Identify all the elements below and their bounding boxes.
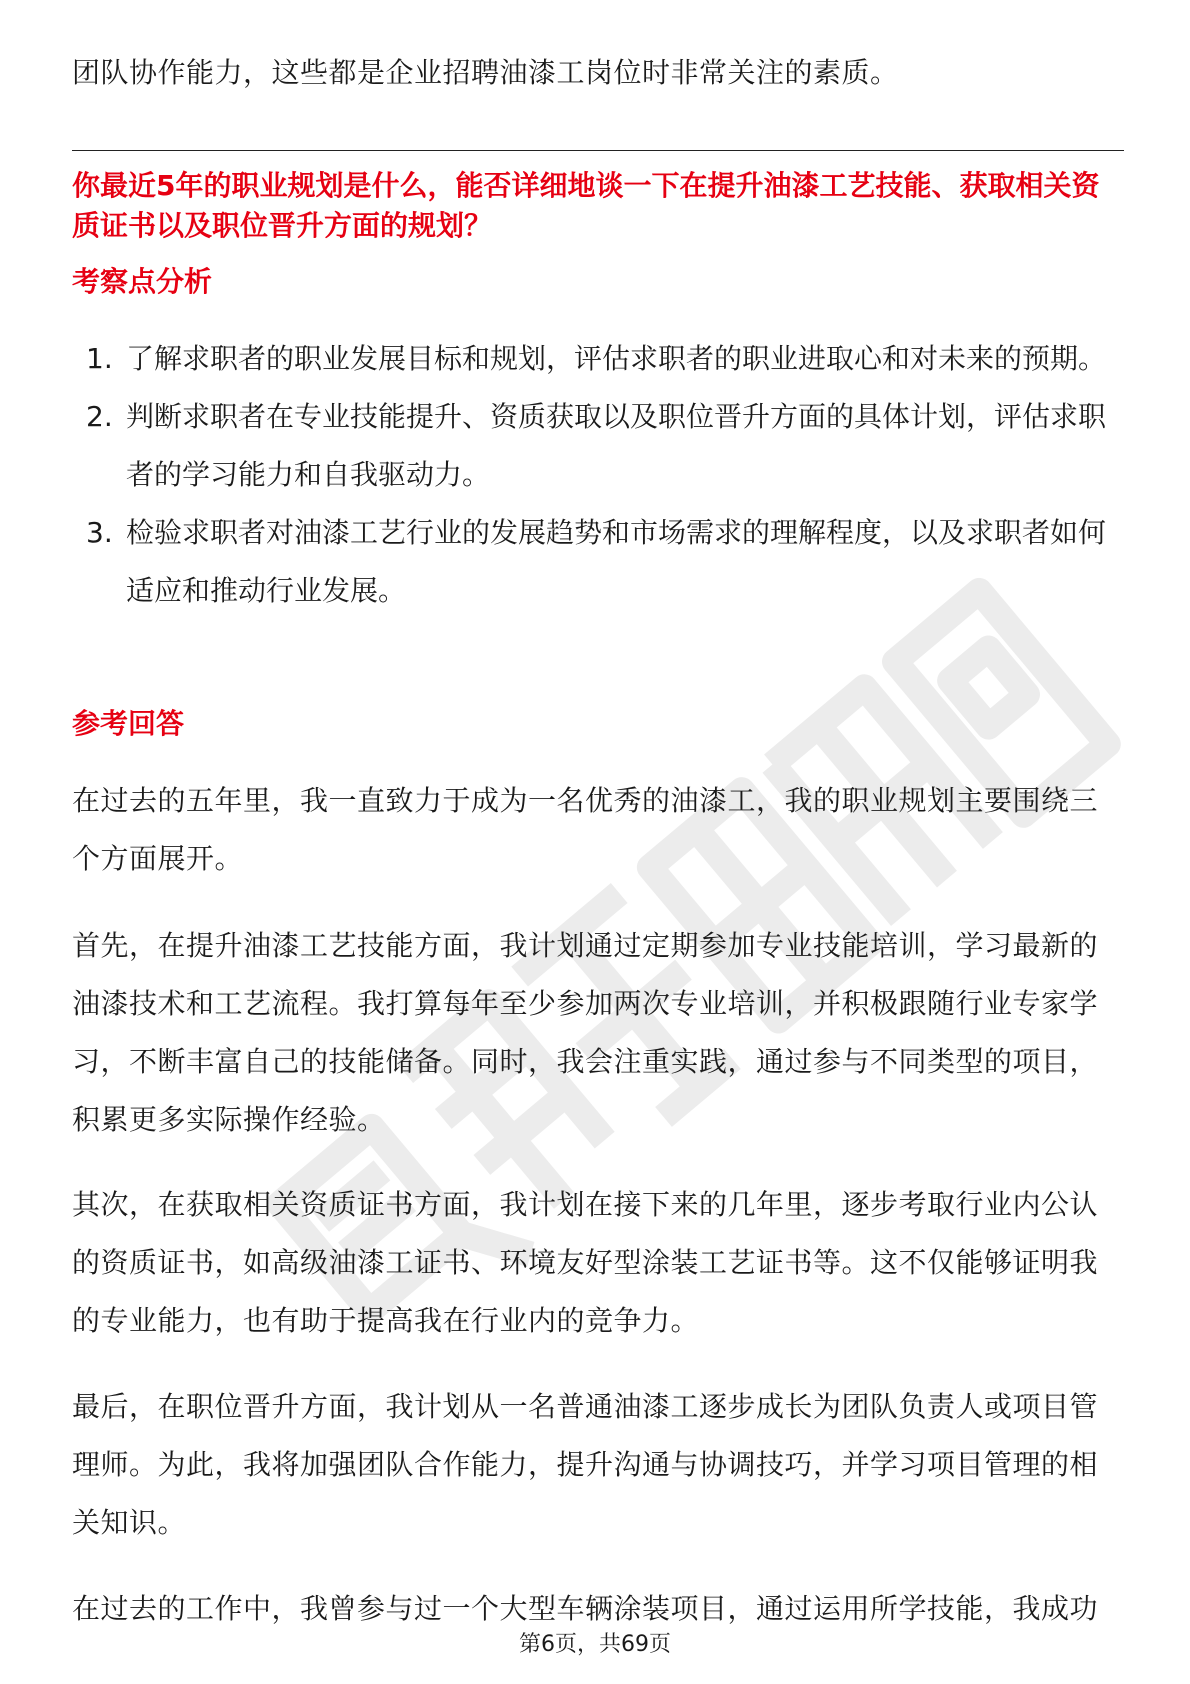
point-number: 1.	[86, 342, 113, 375]
analysis-point	[72, 504, 1124, 620]
answer-heading: 参考回答	[72, 707, 185, 740]
lead-paragraph: 团队协作能力，这些都是企业招聘油漆工岗位时非常关注的素质。	[72, 56, 899, 89]
answer-paragraph: 最后，在职位晋升方面，我计划从一名普通油漆工逐步成长为团队负责人或项目管理师。为此，我将加强团队合作能力，提升沟通与协调技巧，并学习项目管理的相关知识。	[72, 1390, 1099, 1539]
section-divider	[72, 150, 1124, 151]
page-footer: 第6页，共69页	[519, 1632, 671, 1657]
interview-question: 你最近5年的职业规划是什么，能否详细地谈一下在提升油漆工艺技能、获取相关资质证书以及职位晋升方面的规划？	[72, 169, 1100, 242]
document-page	[72, 0, 1124, 1684]
analysis-heading: 考察点分析	[72, 265, 213, 298]
point-number: 3.	[86, 516, 113, 549]
analysis-points-list	[72, 330, 1124, 620]
point-number: 2.	[86, 400, 113, 433]
answer-paragraph: 在过去的五年里，我一直致力于成为一名优秀的油漆工，我的职业规划主要围绕三个方面展开。	[72, 784, 1099, 875]
point-text: 检验求职者对油漆工艺行业的发展趋势和市场需求的理解程度，以及求职者如何适应和推动行业发展。	[126, 516, 1107, 607]
analysis-point	[72, 330, 1124, 388]
answer-paragraph: 在过去的工作中，我曾参与过一个大型车辆涂装项目，通过运用所学技能，我成功	[72, 1592, 1099, 1625]
analysis-point	[72, 388, 1124, 504]
answer-paragraph: 其次，在获取相关资质证书方面，我计划在接下来的几年里，逐步考取行业内公认的资质证书，如高级油漆工证书、环境友好型涂装工艺证书等。这不仅能够证明我的专业能力，也有助于提高我在行业内的竞争力。	[72, 1188, 1099, 1337]
point-text: 判断求职者在专业技能提升、资质获取以及职位晋升方面的具体计划，评估求职者的学习能力和自我驱动力。	[126, 400, 1107, 491]
point-text: 了解求职者的职业发展目标和规划，评估求职者的职业进取心和对未来的预期。	[126, 342, 1107, 375]
answer-paragraph: 首先，在提升油漆工艺技能方面，我计划通过定期参加专业技能培训，学习最新的油漆技术和工艺流程。我打算每年至少参加两次专业培训，并积极跟随行业专家学习，不断丰富自己的技能储备。同时，我会注重实践，通过参与不同类型的项目，积累更多实际操作经验。	[72, 929, 1099, 1136]
